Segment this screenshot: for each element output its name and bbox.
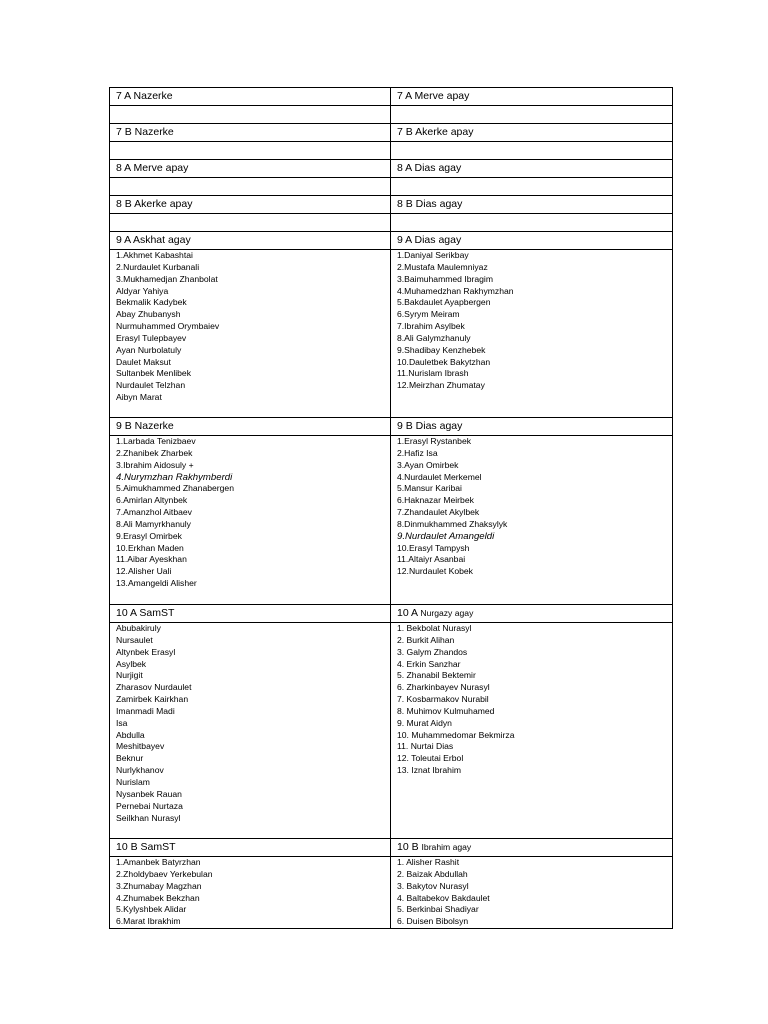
list-item: Aibyn Marat bbox=[116, 392, 162, 403]
list-item: 9.Shadibay Kenzhebek bbox=[397, 344, 486, 355]
list-item: Ayan Nurbolatuly bbox=[116, 344, 182, 355]
list-item: 8.Ali Mamyrkhanuly bbox=[116, 518, 191, 529]
list-item: 8.Ali Galymzhanuly bbox=[397, 332, 471, 343]
cell-7a-left: 7 A Nazerke bbox=[110, 88, 391, 106]
list-item: 10. Muhammedomar Bekmirza bbox=[397, 729, 515, 740]
list-item: 6.Marat Ibrakhim bbox=[116, 916, 181, 927]
list-item: 13.Amangeldi Alisher bbox=[116, 578, 197, 589]
list-item: Abubakiruly bbox=[116, 623, 161, 633]
header-row-8b bbox=[110, 196, 673, 214]
cell-10b-right-teacher: Ibrahim agay bbox=[421, 842, 472, 852]
cell-9a-left: 9 A Askhat agay bbox=[110, 232, 391, 250]
list-item: 13. Iznat Ibrahim bbox=[397, 765, 462, 776]
list-item: Nursaulet bbox=[116, 634, 153, 645]
list-item: 1. Bekbolat Nurasyl bbox=[397, 623, 472, 633]
list-item: 4. Baltabekov Bakdaulet bbox=[397, 892, 490, 903]
cell-10a-left: 10 A SamST bbox=[110, 605, 391, 623]
list-item: 1.Erasyl Rystanbek bbox=[397, 436, 472, 446]
list-item: 1.Larbada Tenizbaev bbox=[116, 436, 196, 446]
blank-row bbox=[110, 142, 673, 160]
list-item: 2.Hafiz Isa bbox=[397, 447, 438, 458]
list-item: 8. Muhimov Kulmuhamed bbox=[397, 705, 495, 716]
list-row-10a bbox=[110, 623, 673, 839]
cell-10a-right-main: 10 A bbox=[397, 607, 421, 619]
student-list-9a-left bbox=[110, 250, 391, 418]
list-item: Nurmuhammed Orymbaiev bbox=[116, 321, 220, 332]
header-row-9a bbox=[110, 232, 673, 250]
header-row-8a bbox=[110, 160, 673, 178]
list-item: 2.Zholdybaev Yerkebulan bbox=[116, 868, 213, 879]
list-item: 5. Zhanabil Bektemir bbox=[397, 670, 476, 681]
list-item: 4.Muhamedzhan Rakhymzhan bbox=[397, 285, 514, 296]
list-item: 10.Dauletbek Bakytzhan bbox=[397, 356, 491, 367]
list-item: Zharasov Nurdaulet bbox=[116, 682, 192, 693]
header-row-7b bbox=[110, 124, 673, 142]
list-item: 6.Haknazar Meirbek bbox=[397, 495, 474, 506]
student-list-10b-left bbox=[110, 857, 391, 929]
list-item: 4.Nurymzhan Rakhymberdi bbox=[116, 471, 233, 483]
list-item: 9.Erasyl Omirbek bbox=[116, 530, 182, 541]
header-row-7a bbox=[110, 88, 673, 106]
list-item: Sultanbek Menlibek bbox=[116, 368, 192, 379]
list-item: 7.Zhandaulet Akylbek bbox=[397, 507, 480, 518]
cell-8b-right: 8 B Dias agay bbox=[391, 196, 673, 214]
cell-7b-right: 7 B Akerke apay bbox=[391, 124, 673, 142]
cell-9a-right: 9 A Dias agay bbox=[391, 232, 673, 250]
list-item: 1.Akhmet Kabashtai bbox=[116, 250, 193, 260]
list-item: 7.Amanzhol Aitbaev bbox=[116, 507, 192, 518]
list-item: Beknur bbox=[116, 753, 144, 764]
student-list-10b-right bbox=[391, 857, 673, 929]
list-item: Isa bbox=[116, 717, 128, 728]
list-item: Abdulla bbox=[116, 729, 145, 740]
cell-8a-left: 8 A Merve apay bbox=[110, 160, 391, 178]
list-item: 12. Toleutai Erbol bbox=[397, 753, 464, 764]
list-item: 1. Alisher Rashit bbox=[397, 857, 460, 867]
cell-7a-right: 7 A Merve apay bbox=[391, 88, 673, 106]
list-item: Meshitbayev bbox=[116, 741, 165, 752]
cell-10b-right-main: 10 B bbox=[397, 841, 422, 853]
list-item: Nurlykhanov bbox=[116, 765, 164, 776]
cell-8b-left: 8 B Akerke apay bbox=[110, 196, 391, 214]
cell-10a-right bbox=[391, 605, 673, 623]
blank-row bbox=[110, 214, 673, 232]
list-item: Erasyl Tulepbayev bbox=[116, 332, 187, 343]
list-item: Bekmalik Kadybek bbox=[116, 297, 187, 308]
list-item: 6. Duisen Bibolsyn bbox=[397, 916, 469, 927]
header-row-10a bbox=[110, 605, 673, 623]
list-item: 12.Meirzhan Zhumatay bbox=[397, 380, 485, 391]
list-item: 1.Daniyal Serikbay bbox=[397, 250, 469, 260]
student-list-9a-right bbox=[391, 250, 673, 418]
list-row-9b bbox=[110, 436, 673, 605]
list-item: 5.Bakdaulet Ayapbergen bbox=[397, 297, 491, 308]
list-item: 5.Aimukhammed Zhanabergen bbox=[116, 483, 234, 494]
list-item: 6.Amirlan Altynbek bbox=[116, 495, 188, 506]
list-item: 5.Mansur Karibai bbox=[397, 483, 462, 494]
cell-10b-right bbox=[391, 839, 673, 857]
cell-9b-left: 9 B Nazerke bbox=[110, 418, 391, 436]
list-item: Nysanbek Rauan bbox=[116, 788, 182, 799]
student-list-10a-left bbox=[110, 623, 391, 839]
list-item: 3.Ayan Omirbek bbox=[397, 459, 459, 470]
list-item: Nurdaulet Telzhan bbox=[116, 380, 186, 391]
student-list-10a-right bbox=[391, 623, 673, 839]
list-item: 3.Ibrahim Aidosuly + bbox=[116, 459, 194, 470]
cell-8a-right: 8 A Dias agay bbox=[391, 160, 673, 178]
list-item: Imanmadi Madi bbox=[116, 705, 175, 716]
list-item: 8.Dinmukhammed Zhaksylyk bbox=[397, 518, 508, 529]
list-item: 7.Ibrahim Asylbek bbox=[397, 321, 465, 332]
header-row-10b bbox=[110, 839, 673, 857]
list-item: Nurjigit bbox=[116, 670, 143, 681]
list-item: 12.Nurdaulet Kobek bbox=[397, 566, 473, 577]
cell-10b-left: 10 B SamST bbox=[110, 839, 391, 857]
list-item: Daulet Maksut bbox=[116, 356, 171, 367]
list-item: Pernebai Nurtaza bbox=[116, 800, 183, 811]
list-item: Zamirbek Kairkhan bbox=[116, 694, 189, 705]
list-item: 7. Kosbarmakov Nurabil bbox=[397, 694, 489, 705]
list-item: Asylbek bbox=[116, 658, 147, 669]
list-item: 12.Alisher Uali bbox=[116, 566, 172, 577]
list-item: 6. Zharkinbayev Nurasyl bbox=[397, 682, 490, 693]
list-item: 9. Murat Aidyn bbox=[397, 717, 452, 728]
blank-row bbox=[110, 106, 673, 124]
list-row-10b bbox=[110, 857, 673, 929]
list-item: 4.Zhumabek Bekzhan bbox=[116, 892, 200, 903]
list-item: 11.Aibar Ayeskhan bbox=[116, 554, 187, 565]
list-item: 5.Kylyshbek Alidar bbox=[116, 904, 187, 915]
list-item: Altynbek Erasyl bbox=[116, 646, 176, 657]
header-row-9b bbox=[110, 418, 673, 436]
student-list-9b-left bbox=[110, 436, 391, 605]
list-item: Aldyar Yahiya bbox=[116, 285, 169, 296]
list-item: 11. Nurtai Dias bbox=[397, 741, 454, 752]
list-item: 4. Erkin Sanzhar bbox=[397, 658, 461, 669]
list-item: 2.Mustafa Maulemniyaz bbox=[397, 261, 488, 272]
list-item: 2. Baizak Abdullah bbox=[397, 868, 468, 879]
list-item: 3.Zhumabay Magzhan bbox=[116, 880, 202, 891]
student-list-9b-right bbox=[391, 436, 673, 605]
list-item: 2.Nurdaulet Kurbanali bbox=[116, 261, 200, 272]
list-item: 11.Nurislam Ibrash bbox=[397, 368, 469, 379]
list-item: 3. Bakytov Nurasyl bbox=[397, 880, 469, 891]
list-row-9a bbox=[110, 250, 673, 418]
list-item: 2. Burkit Alihan bbox=[397, 634, 455, 645]
list-item: Nurislam bbox=[116, 776, 150, 787]
list-item: 11.Altaiyr Asanbai bbox=[397, 554, 466, 565]
blank-row bbox=[110, 178, 673, 196]
class-assignment-table bbox=[109, 87, 673, 929]
list-item: Seilkhan Nurasyl bbox=[116, 812, 181, 823]
list-item: 3. Galym Zhandos bbox=[397, 646, 468, 657]
list-item: Abay Zhubanysh bbox=[116, 309, 181, 320]
list-item: 2.Zhanibek Zharbek bbox=[116, 447, 193, 458]
list-item: 3.Mukhamedjan Zhanbolat bbox=[116, 273, 218, 284]
cell-10a-right-teacher: Nurgazy agay bbox=[420, 608, 474, 618]
cell-7b-left: 7 B Nazerke bbox=[110, 124, 391, 142]
list-item: 1.Amanbek Batyrzhan bbox=[116, 857, 201, 867]
list-item: 10.Erasyl Tampysh bbox=[397, 542, 470, 553]
list-item: 6.Syrym Meiram bbox=[397, 309, 460, 320]
list-item: 4.Nurdaulet Merkemel bbox=[397, 471, 482, 482]
list-item: 10.Erkhan Maden bbox=[116, 542, 184, 553]
list-item: 3.Baimuhammed Ibragim bbox=[397, 273, 494, 284]
list-item: 5. Berkinbai Shadiyar bbox=[397, 904, 479, 915]
cell-9b-right: 9 B Dias agay bbox=[391, 418, 673, 436]
list-item: 9.Nurdaulet Amangeldi bbox=[397, 530, 495, 542]
